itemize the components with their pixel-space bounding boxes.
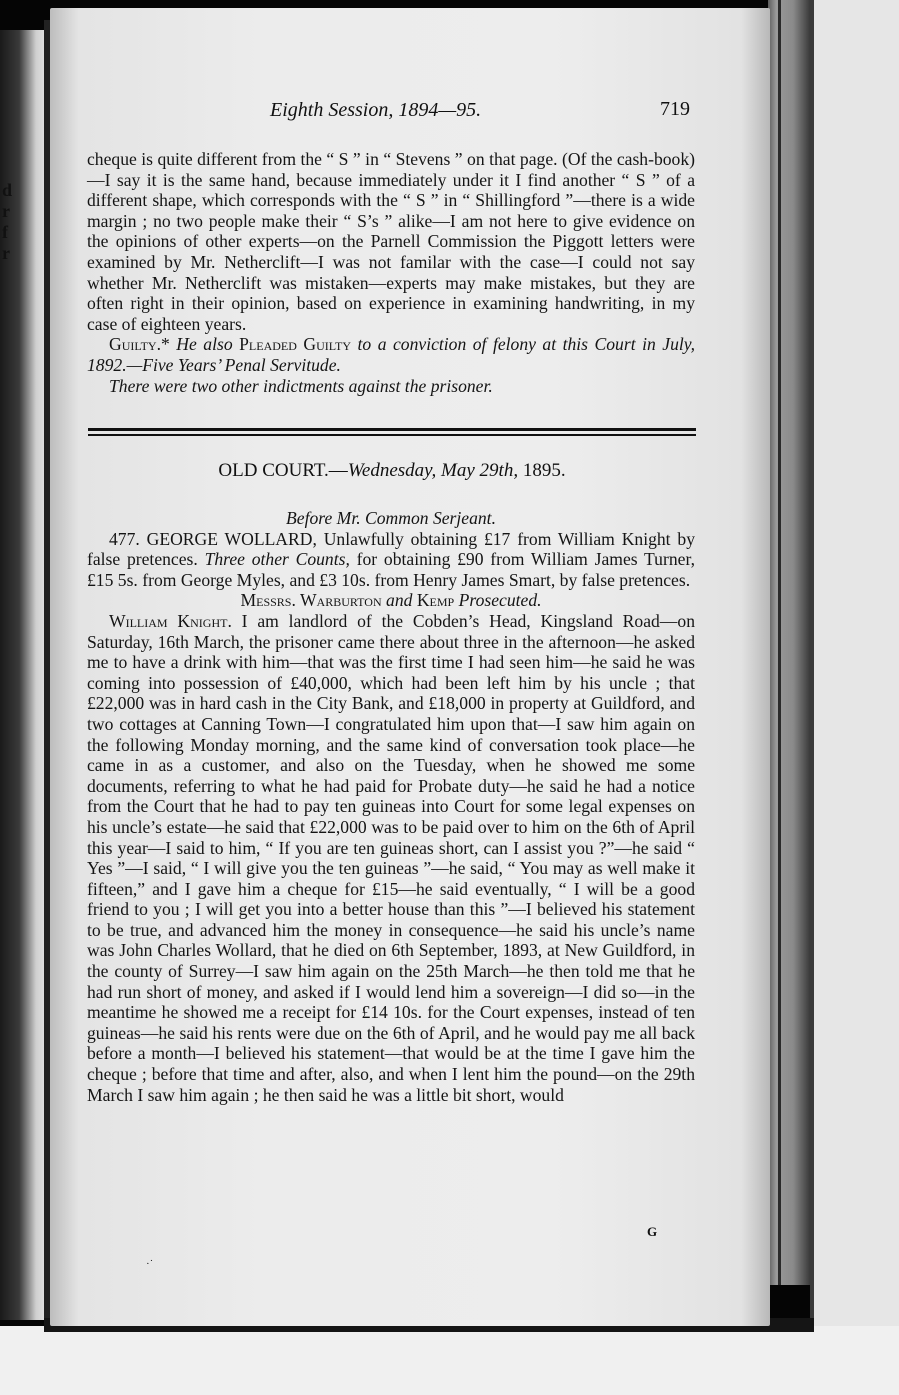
case-number: 477. (109, 528, 140, 549)
margin-fragment: r (2, 201, 10, 221)
witness-testimony-text: I am landlord of the Cobden’s Head, Kingsland Road—on Saturday, 16th March, the prisoner came there about three in the afternoon—he asked me to have a drink with him—that was the first time I had seen him—he said he was coming into possession of £40,000, which had been left him by his uncle ; that £22,000 was in hard cash in the City Bank, and £18,000 in property at Guildford, and two cottages at Canning Town—I congratulated him upon that—I saw him again on the following Monday morning, and the same kind of conversation took place—he came in as a customer, and also on the Tuesday, when he showed me some documents, referring to what he had paid for Probate duty—he said he had a notice from the Court that he had to pay ten guineas into Court for some legal expenses on his uncle’s estate—he said that £22,000 was to be paid over to him on the 6th of April this year—I said to him, “ If you are ten guineas short, can I assist you ?”—he said “ Yes ”—I said, “ I will give you the ten guineas ”—he said, “ You may as well make it fifteen,” and I gave him a cheque for £15—he said eventually, “ I will be a good friend to you ; I will get you into a better house than this ”—I believed his statement to be true, and advanced him the money in consequence—he said his uncle’s name was John Charles Wollard, that he died on 6th September, 1893, at New Guildford, in the county of Surrey—I saw him again on the 25th March—he then told me that he had run short of money, and asked if I would lend him a sovereign—I did so—in the meantime he showed me a receipt for £14 10s. for the Court expenses, instead of ten guineas—he said his rents were due on the 6th of April, and he would pay me all back before a month—I believed his statement—that would be at the time I gave him the cheque ; before that time and after, also, and when I lent him the pound—on the 29th March I saw him again ; he then said he was a little bit short, would (87, 610, 695, 1105)
prosecution-and: and (386, 590, 413, 611)
other-indictments-note: There were two other indictments against the prisoner. (109, 375, 493, 396)
running-header (270, 99, 690, 122)
witness-name: William Knight. (109, 610, 232, 631)
page-number: 719 (660, 98, 690, 120)
left-facing-page (0, 30, 48, 1320)
prosecuted-label: Prosecuted. (458, 590, 542, 611)
before-judge: Before Mr. Common Serjeant. (286, 508, 496, 528)
case-charge (87, 529, 695, 591)
background-bottom (0, 1326, 899, 1395)
dust-speck: ·˙ (146, 1258, 154, 1270)
charge-text: Unlawfully obtaining £17 from William Knight by false pretences. (87, 528, 695, 570)
page-stack-edge (768, 0, 810, 1285)
verdict-pleaded: He also (176, 334, 233, 355)
other-counts-text: for obtaining £90 from William James Turner, £15 5s. from George Myles, and £3 10s. from Henry James Smart, by false pretences. (87, 549, 695, 590)
verdict-sentence: to a conviction of felony at this Court in July, 1892.—Five Years’ Penal Servitude. (87, 334, 695, 375)
margin-fragment: f (2, 222, 8, 242)
witness-testimony (87, 611, 695, 1105)
verdict-label: Guilty.* (109, 334, 170, 355)
prosecutor-1: Messrs. Warburton (240, 590, 382, 611)
expert-testimony: cheque is quite different from the “ S ” in “ Stevens ” on that page. (Of the cash-book)—I say it is the same hand, because immediately under it I find another “ S ” of a different shape, which corresponds with the “ S ” in “ Shillingford ”—there is a wide margin ; no two people make their “ S’s ” alike—I am not here to give evidence on the opinions of other experts—on the Parnell Commission the Piggott letters were examined by Mr. Netherclift—I was not familar with the case—I could not say whether Mr. Netherclift was mistaken—experts may make mistakes, but they are often right in their opinion, based on experience in examining handwriting, in my case of eighteen years. (87, 149, 695, 334)
background-right (810, 0, 899, 1395)
margin-fragment: r (2, 243, 10, 263)
other-counts-label: Three other Counts, (204, 549, 350, 570)
section-rule (88, 428, 696, 431)
verdict (87, 334, 695, 375)
section-rule-thin (88, 434, 696, 436)
defendant-name: GEORGE WOLLARD, (146, 528, 317, 549)
page-edge-line (778, 0, 781, 1285)
court-heading (88, 460, 696, 482)
margin-fragment: d (2, 180, 13, 200)
verdict-pleaded-guilty: Pleaded Guilty (239, 334, 352, 355)
court-date: Wednesday, May 29th, (347, 460, 519, 481)
signature-mark: G (647, 1224, 658, 1239)
running-title: Eighth Session, 1894—95. (270, 99, 482, 121)
court-year: 1895. (522, 460, 566, 481)
court-name: OLD COURT.— (218, 460, 348, 481)
left-margin-fragments (2, 180, 14, 264)
prosecutor-2: Kemp (416, 590, 455, 611)
testimony-continuation (87, 149, 695, 396)
case-header (87, 508, 695, 1105)
prosecution-line (87, 590, 695, 611)
